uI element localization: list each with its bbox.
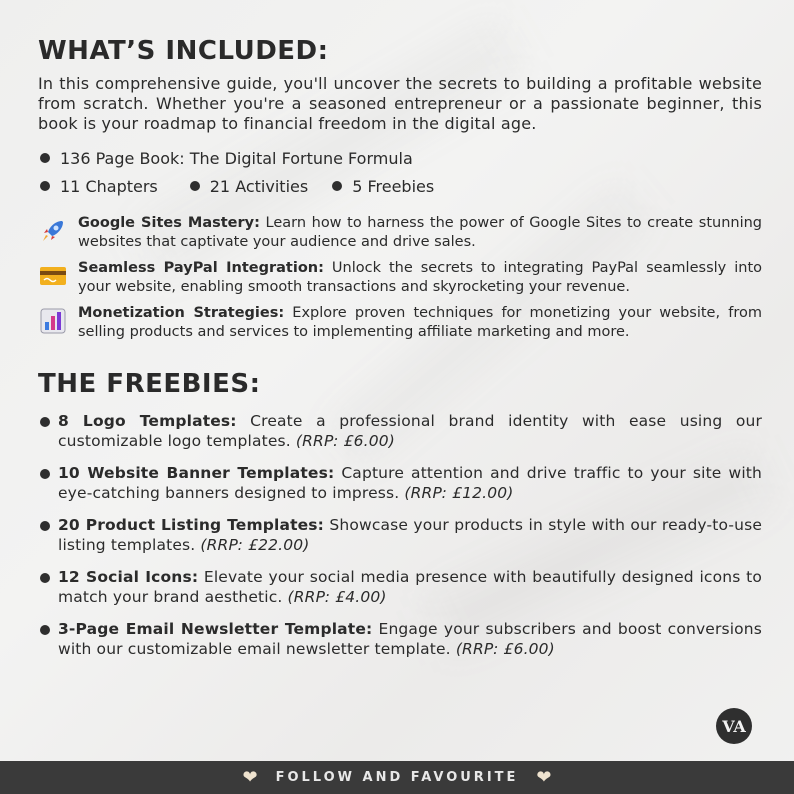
content <box>38 36 762 659</box>
bullet-icon <box>332 181 342 191</box>
freebie-item <box>38 619 762 659</box>
freebies-stat <box>330 177 434 196</box>
footer-text[interactable]: FOLLOW AND FAVOURITE <box>275 770 519 785</box>
bullet-icon <box>40 573 50 583</box>
feature-text <box>78 259 762 296</box>
bullet-icon <box>40 521 50 531</box>
freebie-item <box>38 463 762 503</box>
freebie-title: 10 Website Banner Templates: <box>58 464 335 482</box>
rocket-icon <box>38 216 68 246</box>
freebie-price: (RRP: £6.00) <box>295 432 395 450</box>
freebie-price: (RRP: £4.00) <box>287 588 387 606</box>
heart-icon: ❤ <box>242 767 258 788</box>
feature-title: Monetization Strategies: <box>78 305 285 321</box>
freebie-text <box>58 515 762 555</box>
freebie-desc: Engage your subscribers and boost conversions with our customizable email newsletter template. <box>58 620 762 658</box>
activities-stat <box>188 177 308 196</box>
footer-bar[interactable] <box>0 761 794 794</box>
freebie-title: 20 Product Listing Templates: <box>58 516 325 534</box>
page-title: WHAT’S INCLUDED: <box>38 36 329 66</box>
chapters-stat <box>38 177 158 196</box>
bar-chart-icon <box>38 306 68 336</box>
freebies-title: THE FREEBIES: <box>38 369 261 399</box>
bullet-icon <box>40 181 50 191</box>
feature-text <box>78 304 762 341</box>
freebie-item <box>38 411 762 451</box>
stats-row <box>38 172 762 200</box>
freebie-title: 8 Logo Templates: <box>58 412 237 430</box>
heart-icon: ❤ <box>536 767 552 788</box>
feature-title: Seamless PayPal Integration: <box>78 260 324 276</box>
feature-desc: Learn how to harness the power of Google Sites to create stunning websites that captivate your audience and drive sales. <box>78 215 762 250</box>
feature-monetization <box>38 304 762 341</box>
bullet-icon <box>40 625 50 635</box>
freebie-desc: Showcase your products in style with our ready-to-use listing templates. <box>58 516 763 554</box>
feature-title: Google Sites Mastery: <box>78 215 260 231</box>
freebies-label: 5 Freebies <box>352 176 435 196</box>
freebie-price: (RRP: £22.00) <box>200 536 310 554</box>
bullet-icon <box>40 153 50 163</box>
freebie-text <box>58 619 762 659</box>
bullet-icon <box>190 181 200 191</box>
freebie-item <box>38 515 762 555</box>
freebie-item <box>38 567 762 607</box>
chapters-label: 11 Chapters <box>60 176 158 196</box>
freebie-text <box>58 463 762 503</box>
book-label: 136 Page Book: The Digital Fortune Formula <box>60 148 413 168</box>
feature-paypal <box>38 259 762 296</box>
logo-text: VA <box>722 716 746 736</box>
feature-desc: Unlock the secrets to integrating PayPal seamlessly into your website, enabling smooth transactions and skyrocketing your revenue. <box>78 260 762 295</box>
intro-text: In this comprehensive guide, you'll uncover the secrets to building a profitable website from scratch. Whether you're a seasoned entrepreneur or a passionate beginner, this book is your roadmap to financial freedom in the digital age. <box>38 74 762 133</box>
freebie-text <box>58 411 762 451</box>
feature-google-sites <box>38 214 762 251</box>
freebie-desc: Create a professional brand identity with ease using our customizable logo templates. <box>58 412 762 450</box>
freebie-title: 12 Social Icons: <box>58 568 199 586</box>
freebie-desc: Elevate your social media presence with beautifully designed icons to match your brand aesthetic. <box>58 568 762 606</box>
feature-text <box>78 214 762 251</box>
feature-desc: Explore proven techniques for monetizing your website, from selling products and services to implementing affiliate marketing and more. <box>78 305 762 340</box>
credit-card-icon <box>38 261 68 291</box>
book-highlight <box>38 144 762 172</box>
freebie-price: (RRP: £6.00) <box>455 640 555 658</box>
freebie-desc: Capture attention and drive traffic to your site with eye-catching banners designed to impress. <box>58 464 762 502</box>
freebie-title: 3-Page Email Newsletter Template: <box>58 620 373 638</box>
brand-logo <box>716 708 752 744</box>
bullet-icon <box>40 417 50 427</box>
bullet-icon <box>40 469 50 479</box>
freebie-price: (RRP: £12.00) <box>404 484 514 502</box>
freebie-text <box>58 567 762 607</box>
activities-label: 21 Activities <box>209 176 309 196</box>
